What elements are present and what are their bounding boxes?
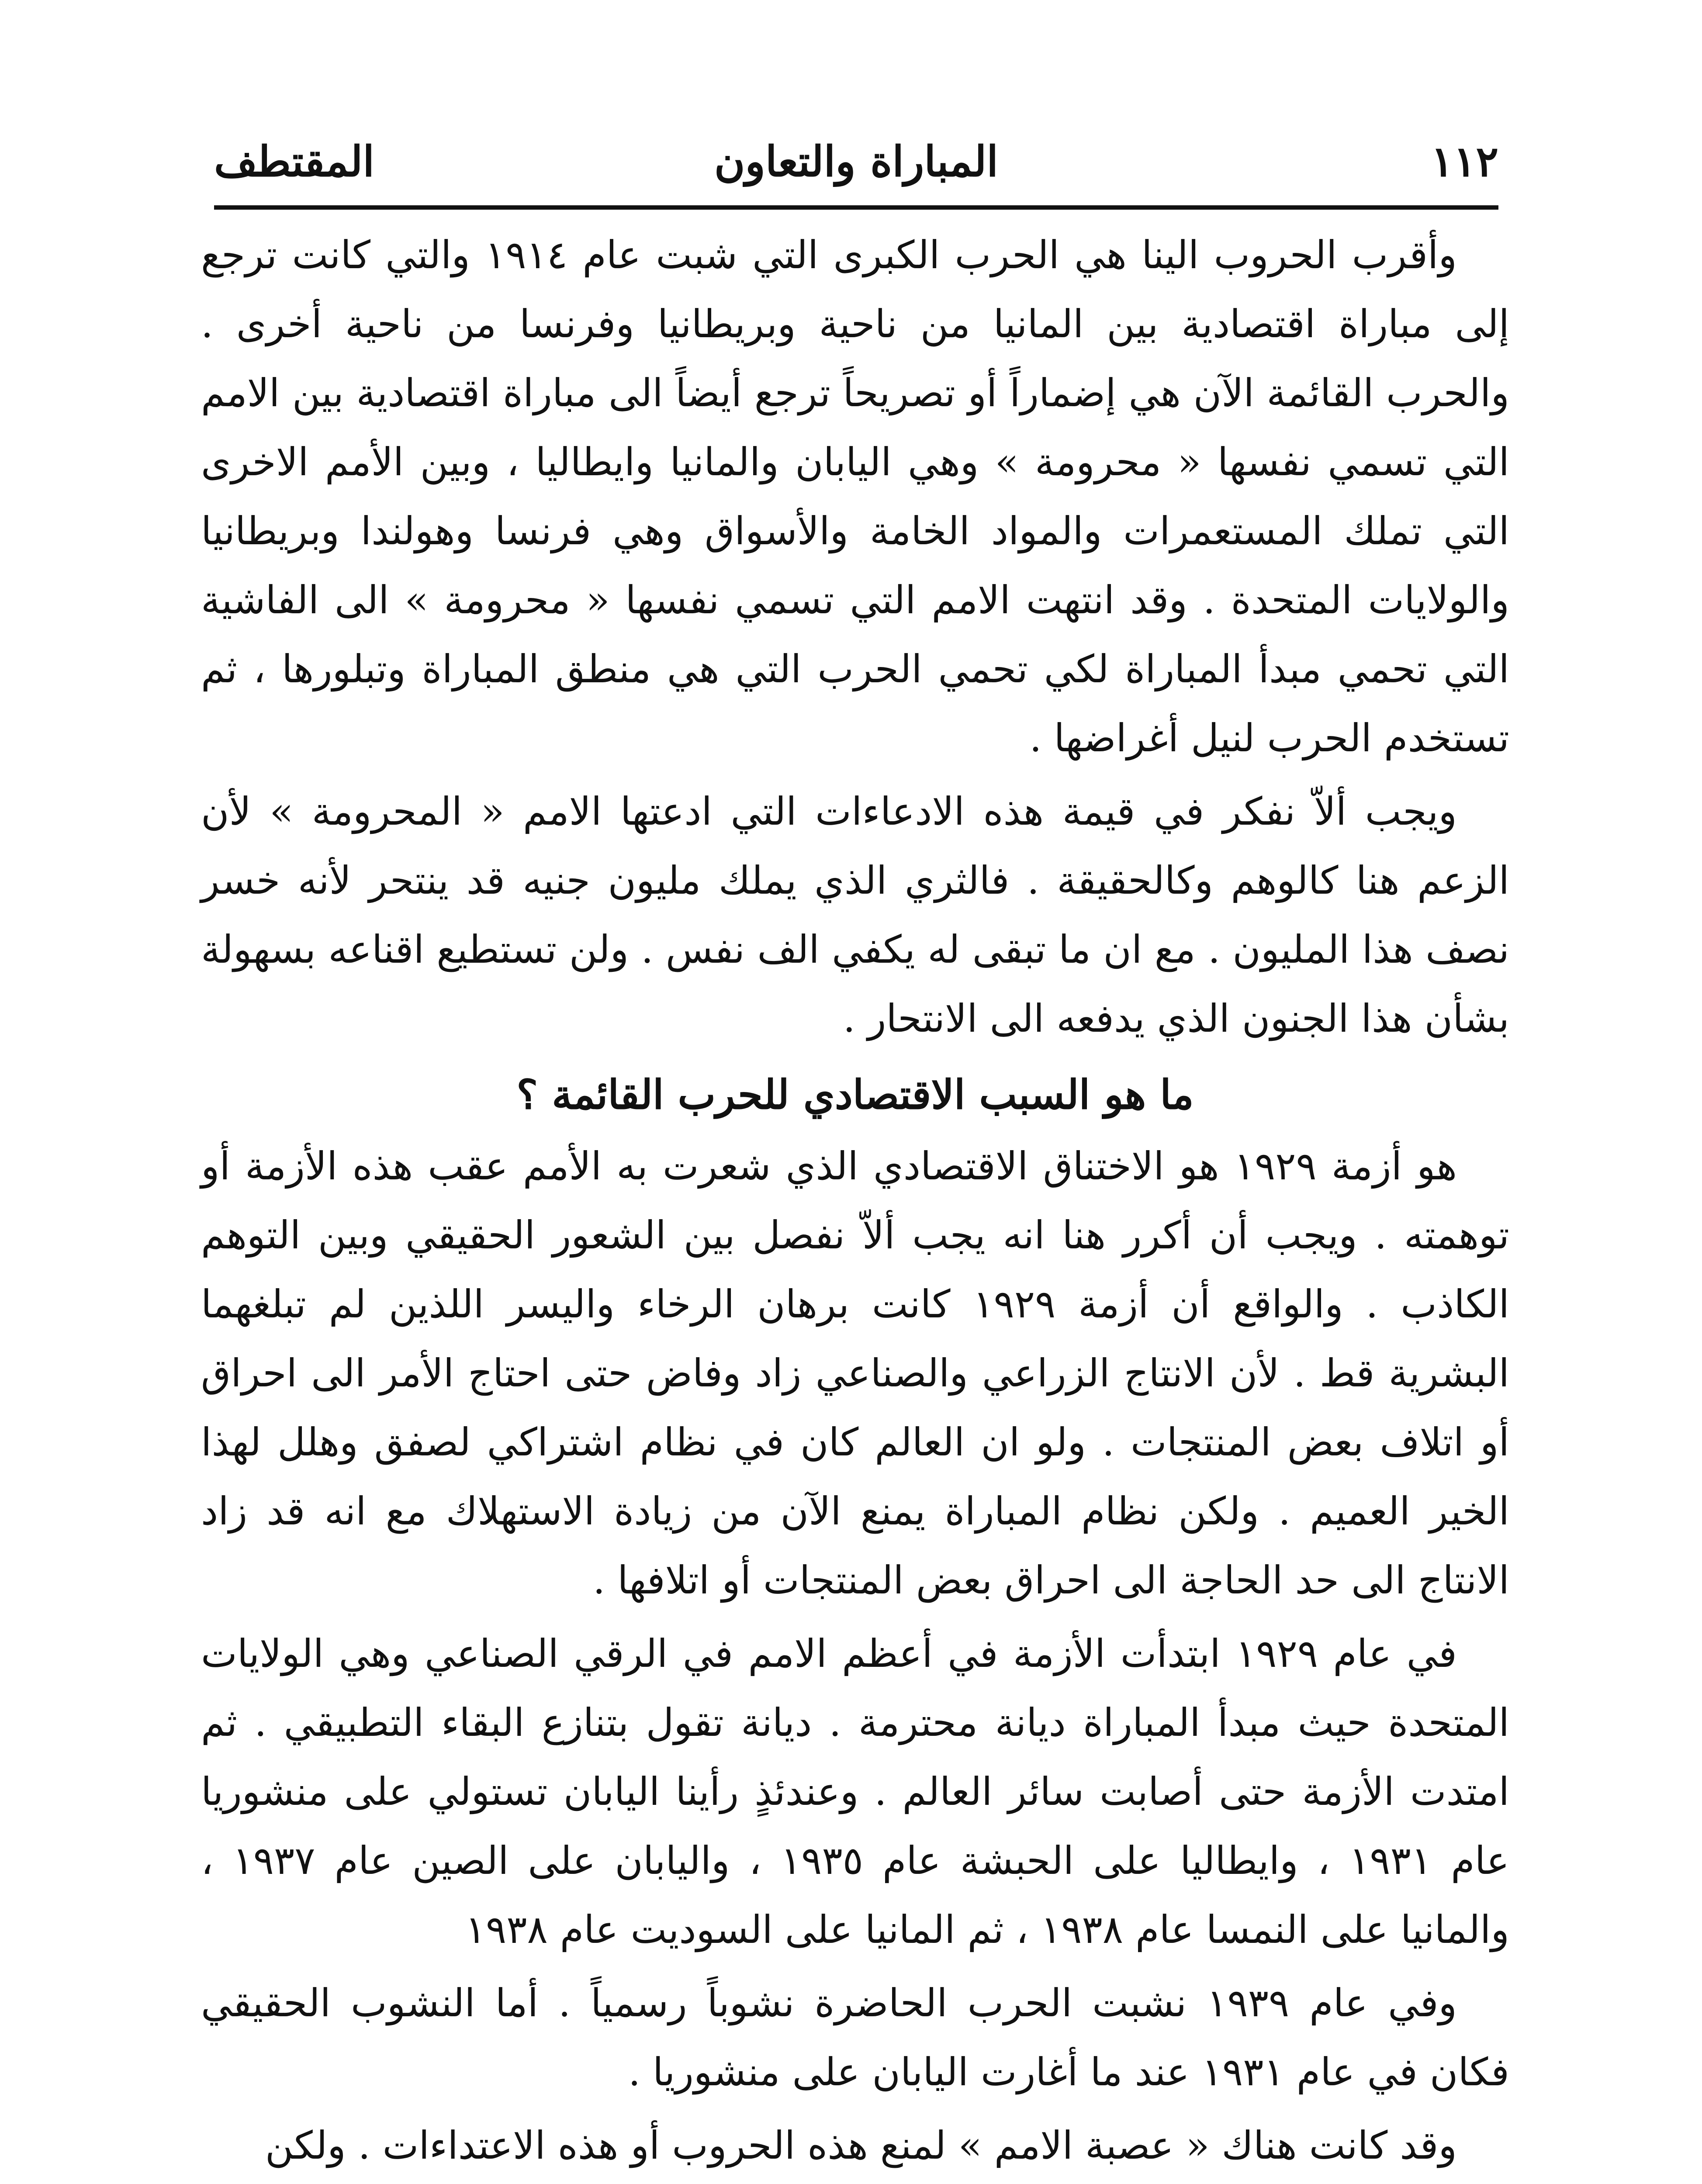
paragraph: هو أزمة ١٩٢٩ هو الاختناق الاقتصادي الذي شعرت به الأمم عقب هذه الأزمة أو توهمته . ويجب أن أكرر هنا انه يجب ألاّ نفصل بين الشعور الحقيقي وبين التوهم الكاذب . والواقع أن أزمة ١٩٢٩ كانت برهان الرخاء واليسر اللذين لم تبلغهما البشرية قط . لأن الانتاج الزراعي والصناعي زاد وفاض حتى احتاج الأمر الى احراق أو اتلاف بعض المنتجات . ولو ان العالم كان في نظام اشتراكي لصفق وهلل لهذا الخير العميم . ولكن نظام المباراة يمنع الآن من زيادة الاستهلاك مع انه قد زاد الانتاج الى حد الحاجة الى احراق بعض المنتجات أو اتلافها . — [201, 1144, 1509, 1603]
header-rule — [214, 205, 1498, 210]
section-heading: ما هو السبب الاقتصادي للحرب القائمة ؟ — [516, 1071, 1194, 1118]
paragraph: وفي عام ١٩٣٩ نشبت الحرب الحاضرة نشوباً رسمياً . أما النشوب الحقيقي فكان في عام ١٩٣١ عند ما أغارت اليابان على منشوريا . — [201, 1980, 1509, 2094]
paragraph: ويجب ألاّ نفكر في قيمة هذه الادعاءات التي ادعتها الامم « المحرومة » لأن الزعم هنا كالوهم وكالحقيقة . فالثري الذي يملك مليون جنيه قد ينتحر لأنه خسر نصف هذا المليون . مع ان ما تبقى له يكفي الف نفس . ولن تستطيع اقناعه بسهولة بشأن هذا الجنون الذي يدفعه الى الانتحار . — [201, 789, 1509, 1041]
page-header — [214, 127, 1498, 210]
running-title: المباراة والتعاون — [714, 137, 999, 186]
page-number: ١١٢ — [1431, 137, 1498, 186]
paragraph: في عام ١٩٢٩ ابتدأت الأزمة في أعظم الامم في الرقي الصناعي وهي الولايات المتحدة حيث مبدأ المباراة ديانة محترمة . ديانة تقول بتنازع البقاء التطبيقي . ثم امتدت الأزمة حتى أصابت سائر العالم . وعندئذٍ رأينا اليابان تستولي على منشوريا عام ١٩٣١ ، وايطاليا على الحبشة عام ١٩٣٥ ، واليابان على الصين عام ١٩٣٧ ، والمانيا على النمسا عام ١٩٣٨ ، ثم المانيا على السوديت عام ١٩٣٨ — [201, 1631, 1510, 1952]
paragraph: وقد كانت هناك « عصبة الامم » لمنع هذه الحروب أو هذه الاعتداءات . ولكن — [265, 2123, 1457, 2168]
paragraph: وأقرب الحروب الينا هي الحرب الكبرى التي شبت عام ١٩١٤ والتي كانت ترجع إلى مباراة اقتصادية بين المانيا من ناحية وبريطانيا وفرنسا من ناحية أخرى . والحرب القائمة الآن هي إضماراً أو تصريحاً ترجع أيضاً الى مباراة اقتصادية بين الامم التي تسمي نفسها « محرومة » وهي اليابان والمانيا وايطاليا ، وبين الأمم الاخرى التي تملك المستعمرات والمواد الخامة والأسواق وهي فرنسا وهولندا وبريطانيا والولايات المتحدة . وقد انتهت الامم التي تسمي نفسها « محرومة » الى الفاشية التي تحمي مبدأ المباراة لكي تحمي الحرب التي هي منطق المباراة وتبلورها ، ثم تستخدم الحرب لنيل أغراضها . — [201, 232, 1509, 760]
journal-name: المقتطف — [214, 137, 375, 186]
article-body — [201, 221, 1509, 2184]
